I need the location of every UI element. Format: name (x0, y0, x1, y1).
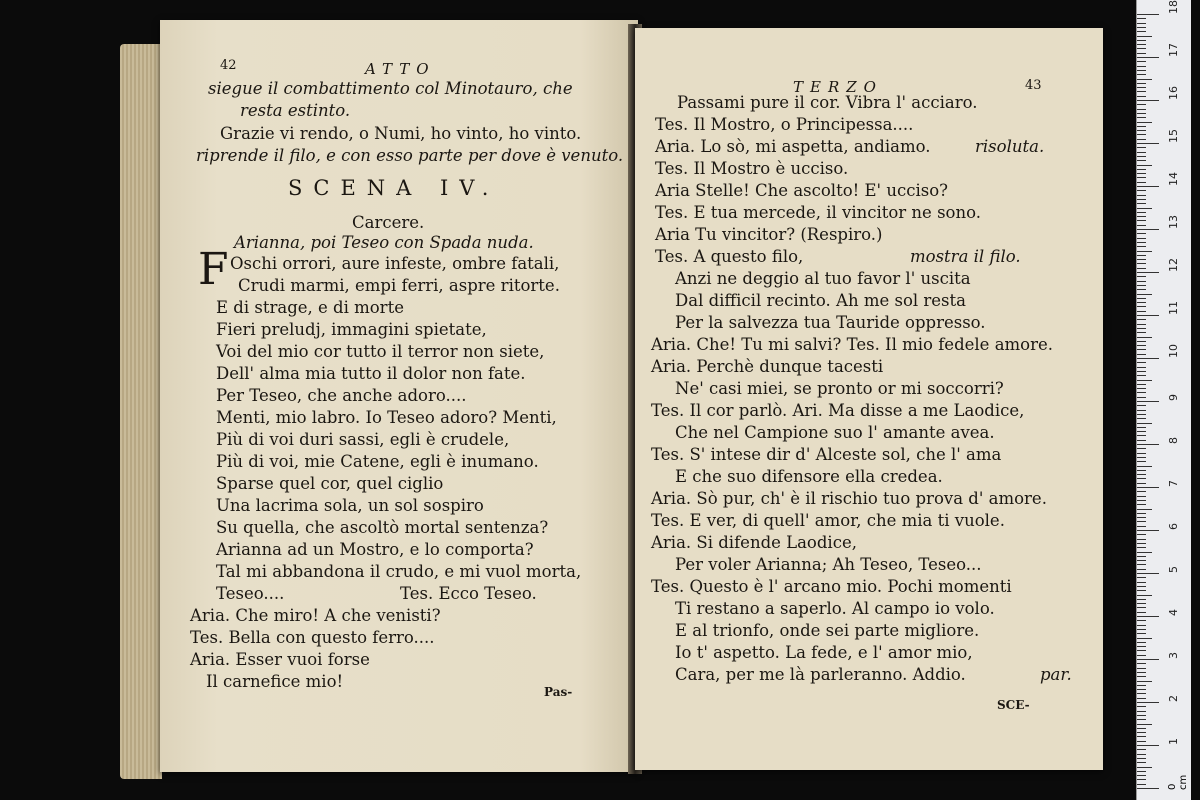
ruler-tick (1137, 100, 1159, 101)
ruler-number: 4 (1167, 609, 1180, 616)
ruler-tick (1137, 83, 1146, 84)
ruler-tick (1137, 182, 1146, 183)
ruler-tick (1137, 233, 1146, 234)
ruler-tick (1137, 203, 1146, 204)
ruler-tick (1137, 577, 1146, 578)
ruler-number: 5 (1167, 566, 1180, 573)
ruler-tick (1137, 732, 1146, 733)
ruler-tick (1137, 109, 1146, 110)
ruler-tick (1137, 341, 1146, 342)
ruler-tick (1137, 569, 1146, 570)
ruler-tick (1137, 724, 1152, 725)
ruler-number: 1 (1167, 738, 1180, 745)
ruler-tick (1137, 311, 1146, 312)
text-line: Crudi marmi, empi ferri, aspre ritorte. (238, 276, 560, 295)
text-line: E al trionfo, onde sei parte migliore. (675, 621, 980, 640)
ruler-tick (1137, 384, 1146, 385)
ruler-tick (1137, 276, 1146, 277)
ruler-tick (1137, 91, 1146, 92)
text-line: Menti, mio labro. Io Teseo adoro? Menti, (216, 408, 557, 427)
text-line: Il carnefice mio! (206, 672, 344, 691)
ruler-tick (1137, 749, 1146, 750)
text-line: Io t' aspetto. La fede, e l' amor mio, (675, 643, 973, 662)
ruler-tick (1137, 36, 1152, 37)
ruler-tick (1137, 160, 1146, 161)
ruler-tick (1137, 633, 1146, 634)
ruler-tick (1137, 564, 1146, 565)
text-line: Più di voi, mie Catene, egli è inumano. (216, 452, 539, 471)
text-line: Tes. Bella con questo ferro.... (190, 628, 435, 647)
text-line: Ne' casi miei, se pronto or mi soccorri? (675, 379, 1004, 398)
ruler-tick (1137, 762, 1146, 763)
stage-direction: Arianna, poi Teseo con Spada nuda. (234, 233, 534, 252)
ruler-number: 8 (1167, 437, 1180, 444)
right-page (635, 28, 1103, 770)
ruler-tick (1137, 18, 1146, 19)
ruler-tick (1137, 779, 1146, 780)
ruler-tick (1137, 298, 1146, 299)
ruler-tick (1137, 405, 1146, 406)
ruler-tick (1137, 251, 1152, 252)
ruler-tick (1137, 130, 1146, 131)
ruler-tick (1137, 638, 1152, 639)
ruler-tick (1137, 397, 1146, 398)
ruler-tick (1137, 754, 1146, 755)
ruler-tick (1137, 552, 1152, 553)
open-book (120, 14, 1110, 784)
drop-cap: F (198, 244, 229, 295)
stage-direction: risoluta. (975, 137, 1045, 156)
ruler-tick (1137, 113, 1146, 114)
text-line: Su quella, che ascoltò mortal sentenza? (216, 518, 549, 537)
text-line: Aria. Si difende Laodice, (651, 533, 857, 552)
ruler-tick (1137, 646, 1146, 647)
ruler-tick (1137, 134, 1146, 135)
ruler-tick (1137, 156, 1146, 157)
ruler-tick (1137, 345, 1146, 346)
catchword-right: SCE- (997, 698, 1030, 712)
ruler-tick (1137, 246, 1146, 247)
text-line: Una lacrima sola, un sol sospiro (216, 496, 484, 515)
ruler-tick (1137, 337, 1152, 338)
ruler-tick (1137, 483, 1146, 484)
ruler-number: 15 (1167, 129, 1180, 143)
ruler-tick (1137, 259, 1146, 260)
text-line: Aria. Che miro! A che venisti? (190, 606, 441, 625)
text-line: Tal mi abbandona il crudo, e mi vuol morta, (216, 562, 582, 581)
ruler-tick (1137, 14, 1159, 15)
text-line: resta estinto. (240, 101, 351, 120)
ruler-tick (1137, 728, 1146, 729)
ruler-tick (1137, 414, 1146, 415)
text-line: Tes. E tua mercede, il vincitor ne sono. (655, 203, 981, 222)
text-line: riprende il filo, e con esso parte per dove è venuto. (196, 146, 624, 165)
ruler-tick (1137, 603, 1146, 604)
ruler-tick (1137, 74, 1146, 75)
ruler-tick (1137, 40, 1146, 41)
ruler-tick (1137, 147, 1146, 148)
ruler-tick (1137, 173, 1146, 174)
ruler-tick (1137, 431, 1146, 432)
ruler-tick (1137, 401, 1159, 402)
text-line: Più di voi duri sassi, egli è crudele, (216, 430, 510, 449)
text-line: Arianna ad un Mostro, e lo comporta? (216, 540, 534, 559)
ruler-tick (1137, 784, 1146, 785)
ruler-tick (1137, 715, 1146, 716)
ruler-tick (1137, 61, 1146, 62)
ruler-tick (1137, 268, 1146, 269)
ruler-tick (1137, 302, 1146, 303)
text-line: Aria. Perchè dunque tacesti (651, 357, 884, 376)
ruler-tick (1137, 513, 1146, 514)
ruler-tick (1137, 719, 1146, 720)
ruler-tick (1137, 758, 1146, 759)
ruler-tick (1137, 371, 1146, 372)
text-line: Teseo.... (216, 584, 285, 603)
text-line: Aria. Esser vuoi forse (190, 650, 370, 669)
text-line: Aria Stelle! Che ascolto! E' ucciso? (655, 181, 948, 200)
ruler-tick (1137, 521, 1146, 522)
ruler-tick (1137, 79, 1152, 80)
ruler-tick (1137, 745, 1159, 746)
text-line: Dell' alma mia tutto il dolor non fate. (216, 364, 526, 383)
ruler-tick (1137, 165, 1152, 166)
ruler-tick (1137, 788, 1159, 789)
ruler-tick (1137, 208, 1152, 209)
ruler-tick (1137, 504, 1146, 505)
text-line: Ti restano a saperlo. Al campo io volo. (675, 599, 995, 618)
ruler-tick (1137, 689, 1146, 690)
ruler-tick (1137, 672, 1146, 673)
ruler-tick (1137, 328, 1146, 329)
ruler-tick (1137, 534, 1146, 535)
ruler-tick (1137, 31, 1146, 32)
ruler-tick (1137, 190, 1146, 191)
ruler-tick (1137, 736, 1146, 737)
ruler-tick (1137, 706, 1146, 707)
ruler-tick (1137, 448, 1146, 449)
ruler-tick (1137, 216, 1146, 217)
ruler-tick (1137, 354, 1146, 355)
ruler-tick (1137, 487, 1159, 488)
ruler-number: 7 (1167, 480, 1180, 487)
ruler-tick (1137, 607, 1146, 608)
measurement-ruler (1136, 0, 1191, 800)
ruler-tick (1137, 681, 1152, 682)
ruler-tick (1137, 693, 1146, 694)
ruler-number: 16 (1167, 86, 1180, 100)
ruler-tick (1137, 543, 1146, 544)
text-line: Per voler Arianna; Ah Teseo, Teseo... (675, 555, 982, 574)
ruler-number: 13 (1167, 215, 1180, 229)
ruler-tick (1137, 457, 1146, 458)
ruler-tick (1137, 319, 1146, 320)
ruler-tick (1137, 358, 1159, 359)
ruler-tick (1137, 332, 1146, 333)
ruler-tick (1137, 169, 1146, 170)
ruler-tick (1137, 392, 1146, 393)
scene-setting: Carcere. (352, 213, 425, 232)
ruler-tick (1137, 315, 1159, 316)
ruler-tick (1137, 427, 1146, 428)
text-line: Per la salvezza tua Tauride oppresso. (675, 313, 986, 332)
ruler-tick (1137, 711, 1146, 712)
text-line: Aria. Che! Tu mi salvi? Tes. Il mio fedele amore. (651, 335, 1054, 354)
ruler-tick (1137, 547, 1146, 548)
ruler-tick (1137, 629, 1146, 630)
ruler-tick (1137, 177, 1146, 178)
ruler-number: 14 (1167, 172, 1180, 186)
ruler-number: 12 (1167, 258, 1180, 272)
ruler-tick (1137, 435, 1146, 436)
ruler-tick (1137, 478, 1146, 479)
ruler-tick (1137, 285, 1146, 286)
ruler-tick (1137, 663, 1146, 664)
running-header-left: ATTO (365, 60, 436, 78)
text-line: Aria Tu vincitor? (Respiro.) (655, 225, 883, 244)
ruler-tick (1137, 306, 1146, 307)
ruler-tick (1137, 126, 1146, 127)
ruler-number: 9 (1167, 394, 1180, 401)
text-line: E che suo difensore ella credea. (675, 467, 943, 486)
ruler-number: 18 (1167, 0, 1180, 14)
ruler-tick (1137, 152, 1146, 153)
ruler-tick (1137, 586, 1146, 587)
text-line: Oschi orrori, aure infeste, ombre fatali, (230, 254, 560, 273)
ruler-number: 11 (1167, 301, 1180, 315)
text-line: Fieri preludj, immagini spietate, (216, 320, 487, 339)
text-line: Tes. S' intese dir d' Alceste sol, che l' ama (651, 445, 1002, 464)
ruler-tick (1137, 767, 1152, 768)
ruler-tick (1137, 642, 1146, 643)
ruler-tick (1137, 702, 1159, 703)
ruler-tick (1137, 676, 1146, 677)
ruler-tick (1137, 560, 1146, 561)
ruler-tick (1137, 143, 1159, 144)
ruler-tick (1137, 48, 1146, 49)
text-line: Tes. Il Mostro è ucciso. (655, 159, 849, 178)
ruler-tick (1137, 229, 1159, 230)
ruler-tick (1137, 698, 1146, 699)
ruler-tick (1137, 242, 1146, 243)
ruler-tick (1137, 220, 1146, 221)
ruler-tick (1137, 294, 1152, 295)
ruler-tick (1137, 517, 1146, 518)
ruler-tick (1137, 263, 1146, 264)
ruler-tick (1137, 195, 1146, 196)
ruler-tick (1137, 453, 1146, 454)
ruler-tick (1137, 573, 1159, 574)
ruler-tick (1137, 500, 1146, 501)
ruler-tick (1137, 255, 1146, 256)
ruler-tick (1137, 659, 1159, 660)
ruler-tick (1137, 281, 1146, 282)
ruler-number: 2 (1167, 695, 1180, 702)
ruler-tick (1137, 87, 1146, 88)
ruler-tick (1137, 362, 1146, 363)
ruler-tick (1137, 186, 1159, 187)
ruler-tick (1137, 349, 1146, 350)
ruler-tick (1137, 96, 1146, 97)
ruler-tick (1137, 23, 1146, 24)
text-line: Tes. Questo è l' arcano mio. Pochi momenti (651, 577, 1012, 596)
ruler-tick (1137, 530, 1159, 531)
ruler-tick (1137, 199, 1146, 200)
ruler-tick (1137, 526, 1146, 527)
page-edges (120, 44, 162, 779)
ruler-tick (1137, 595, 1152, 596)
text-line: Tes. Ecco Teseo. (400, 584, 537, 603)
left-page (160, 20, 638, 772)
ruler-tick (1137, 444, 1159, 445)
ruler-tick (1137, 238, 1146, 239)
ruler-tick (1137, 272, 1159, 273)
ruler-tick (1137, 104, 1146, 105)
text-line: Voi del mio cor tutto il terror non siete, (216, 342, 545, 361)
ruler-tick (1137, 44, 1146, 45)
ruler-tick (1137, 741, 1146, 742)
ruler-tick (1137, 509, 1152, 510)
ruler-tick (1137, 367, 1146, 368)
ruler-tick (1137, 380, 1152, 381)
ruler-number: 3 (1167, 652, 1180, 659)
ruler-tick (1137, 57, 1159, 58)
ruler-tick (1137, 289, 1146, 290)
ruler-tick (1137, 66, 1146, 67)
text-line: Tes. Il cor parlò. Ari. Ma disse a me Laodice, (651, 401, 1025, 420)
text-line: Sparse quel cor, quel ciglio (216, 474, 444, 493)
text-line: siegue il combattimento col Minotauro, che (208, 79, 573, 98)
ruler-tick (1137, 655, 1146, 656)
ruler-tick (1137, 599, 1146, 600)
ruler-tick (1137, 625, 1146, 626)
text-line: Che nel Campione suo l' amante avea. (675, 423, 995, 442)
ruler-tick (1137, 616, 1159, 617)
ruler-tick (1137, 423, 1152, 424)
ruler-number: 6 (1167, 523, 1180, 530)
ruler-tick (1137, 650, 1146, 651)
ruler-tick (1137, 225, 1146, 226)
ruler-tick (1137, 27, 1146, 28)
ruler-tick (1137, 461, 1146, 462)
ruler-tick (1137, 212, 1146, 213)
page-number-left: 42 (220, 58, 237, 73)
text-line: Tes. E ver, di quell' amor, che mia ti vuole. (651, 511, 1005, 530)
ruler-tick (1137, 775, 1146, 776)
stage-direction: mostra il filo. (910, 247, 1021, 266)
ruler-tick (1137, 582, 1146, 583)
ruler-tick (1137, 491, 1146, 492)
ruler-tick (1137, 410, 1146, 411)
ruler-tick (1137, 388, 1146, 389)
ruler-tick (1137, 470, 1146, 471)
ruler-tick (1137, 590, 1146, 591)
ruler-tick (1137, 117, 1146, 118)
ruler-tick (1137, 771, 1146, 772)
ruler-unit-label: 0 cm (1167, 774, 1189, 790)
ruler-tick (1137, 685, 1146, 686)
ruler-tick (1137, 139, 1146, 140)
ruler-tick (1137, 53, 1146, 54)
ruler-number: 17 (1167, 43, 1180, 57)
text-line: Tes. Il Mostro, o Principessa.... (655, 115, 914, 134)
ruler-tick (1137, 418, 1146, 419)
ruler-tick (1137, 496, 1146, 497)
text-line: E di strage, e di morte (216, 298, 404, 317)
ruler-number: 10 (1167, 344, 1180, 358)
ruler-tick (1137, 620, 1146, 621)
ruler-tick (1137, 375, 1146, 376)
text-line: Anzi ne deggio al tuo favor l' uscita (675, 269, 971, 288)
text-line: Cara, per me là parleranno. Addio. (675, 665, 966, 684)
running-header-right: TERZO (793, 78, 883, 96)
ruler-tick (1137, 122, 1152, 123)
catchword-left: Pas- (544, 685, 573, 699)
scene-heading: SCENA IV. (288, 176, 500, 200)
ruler-tick (1137, 466, 1152, 467)
ruler-tick (1137, 539, 1146, 540)
text-line: Dal difficil recinto. Ah me sol resta (675, 291, 966, 310)
text-line: Tes. A questo filo, (655, 247, 804, 266)
text-line: Per Teseo, che anche adoro.... (216, 386, 467, 405)
ruler-tick (1137, 474, 1146, 475)
ruler-tick (1137, 612, 1146, 613)
page-number-right: 43 (1025, 78, 1042, 93)
ruler-tick (1137, 70, 1146, 71)
ruler-tick (1137, 556, 1146, 557)
text-line: Aria. Sò pur, ch' è il rischio tuo prova d' amore. (651, 489, 1047, 508)
stage-direction: par. (1040, 665, 1072, 684)
ruler-tick (1137, 668, 1146, 669)
ruler-tick (1137, 440, 1146, 441)
text-line: Grazie vi rendo, o Numi, ho vinto, ho vinto. (220, 124, 582, 143)
ruler-tick (1137, 324, 1146, 325)
text-line: Aria. Lo sò, mi aspetta, andiamo. (655, 137, 931, 156)
text-line: Passami pure il cor. Vibra l' acciaro. (677, 93, 978, 112)
